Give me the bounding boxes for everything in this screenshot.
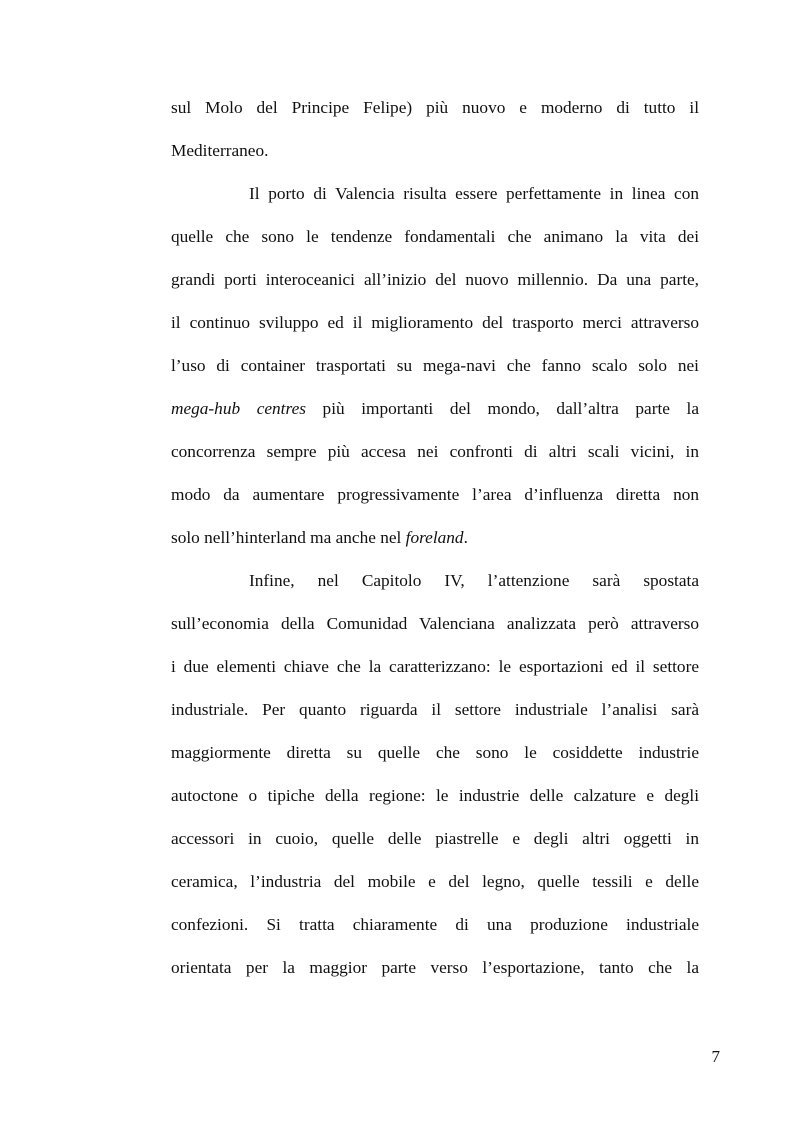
page-number: 7 xyxy=(711,1047,720,1066)
text-line: orientata per la maggior parte verso l’esportazione, tanto che la xyxy=(171,958,699,977)
text-line: i due elementi chiave che la caratterizzano: le esportazioni ed il settore xyxy=(171,657,699,676)
text-line: sul Molo del Principe Felipe) più nuovo e moderno di tutto il xyxy=(171,98,699,117)
text-line: mega-hub centres più importanti del mondo, dall’altra parte la xyxy=(171,399,699,418)
italic-term: mega-hub centres xyxy=(171,399,306,418)
text-line: Infine, nel Capitolo IV, l’attenzione sarà spostata xyxy=(249,571,699,590)
text-line: autoctone o tipiche della regione: le industrie delle calzature e degli xyxy=(171,786,699,805)
text-line: accessori in cuoio, quelle delle piastrelle e degli altri oggetti in xyxy=(171,829,699,848)
text-line: confezioni. Si tratta chiaramente di una produzione industriale xyxy=(171,915,699,934)
text-line: industriale. Per quanto riguarda il settore industriale l’analisi sarà xyxy=(171,700,699,719)
italic-term: foreland xyxy=(405,528,464,547)
text-line: Il porto di Valencia risulta essere perfettamente in linea con xyxy=(249,184,699,203)
text-line: solo nell’hinterland ma anche nel foreland. xyxy=(171,528,468,547)
text-line: modo da aumentare progressivamente l’area d’influenza diretta non xyxy=(171,485,699,504)
text-line: il continuo sviluppo ed il miglioramento del trasporto merci attraverso xyxy=(171,313,699,332)
text-line: l’uso di container trasportati su mega-navi che fanno scalo solo nei xyxy=(171,356,699,375)
text-line: concorrenza sempre più accesa nei confronti di altri scali vicini, in xyxy=(171,442,699,461)
text-line: maggiormente diretta su quelle che sono le cosiddette industrie xyxy=(171,743,699,762)
text-line: grandi porti interoceanici all’inizio del nuovo millennio. Da una parte, xyxy=(171,270,699,289)
text-line: quelle che sono le tendenze fondamentali che animano la vita dei xyxy=(171,227,699,246)
text-line: sull’economia della Comunidad Valenciana analizzata però attraverso xyxy=(171,614,699,633)
text-line: ceramica, l’industria del mobile e del legno, quelle tessili e delle xyxy=(171,872,699,891)
text-line: Mediterraneo. xyxy=(171,141,269,160)
